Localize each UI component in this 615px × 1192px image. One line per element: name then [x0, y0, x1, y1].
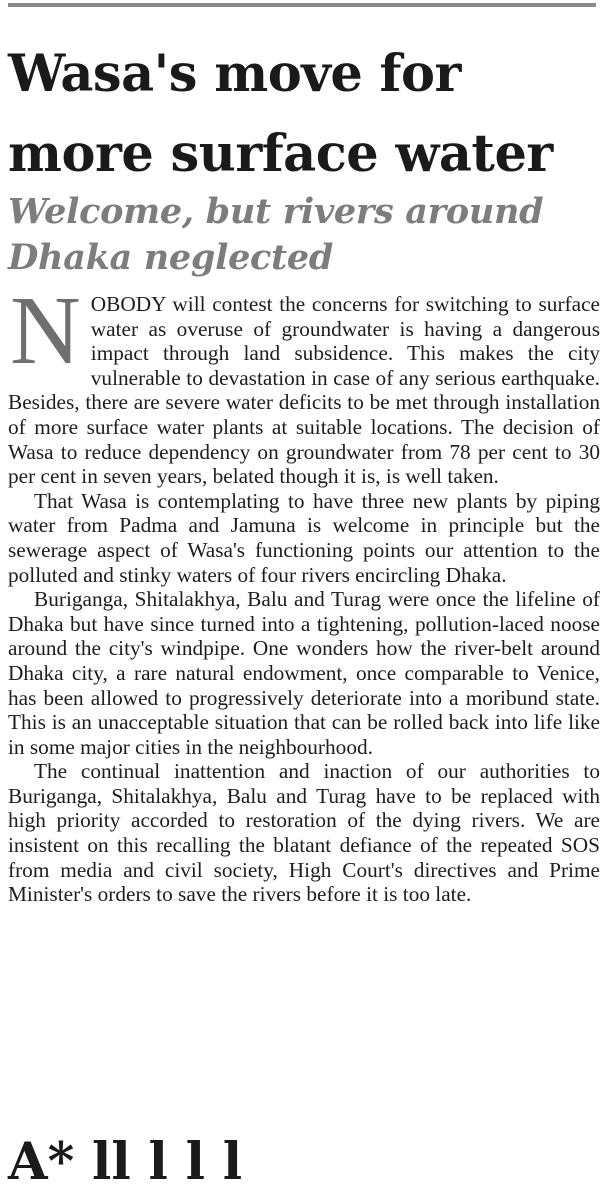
headline: Wasa's move for more surface water [8, 44, 553, 184]
subheadline: Welcome, but rivers around Dhaka neglected [8, 191, 544, 278]
next-article-headline: A* ll l l l [8, 1132, 243, 1192]
drop-cap: N [10, 277, 81, 385]
body-paragraph-2: That Wasa is contemplating to have three new plants by piping water from Padma and Jamuna is welcome in principle but the sewerage aspect of Wasa's functioning points our attention to the polluted and stinky waters of four rivers encircling Dhaka. [8, 488, 600, 587]
lead-paragraph-text: OBODY will contest the concerns for switching to surface water as overuse of groundwater is having a dangerous impact through land subsidence. This makes the city vulnerable to devastation in case of any serious earthquake. Besides, there are severe water deficits to be met through installation of more surface water plants at suitable locations. The decision of Wasa to reduce dependency on groundwater from 78 per cent to 30 per cent in seven years, belated though it is, is well taken. [8, 292, 600, 489]
body-paragraph-4: The continual inattention and inaction of our authorities to Buriganga, Shitalakhya, Balu and Turag have to be replaced with high priority accorded to restoration of the dying rivers. We are insistent on this recalling the blatant defiance of the repeated SOS from media and civil society, High Court's directives and Prime Minister's orders to save the rivers before it is too late. [8, 759, 600, 907]
top-rule [8, 3, 596, 7]
body-paragraph-3: Buriganga, Shitalakhya, Balu and Turag were once the lifeline of Dhaka but have since turned into a tightening, pollution-laced noose around the city's windpipe. One wonders how the river-belt around Dhaka city, a rare natural endowment, once comparable to Venice, has been allowed to progressively deteriorate into a moribund state. This is an unacceptable situation that can be rolled back into life like in some major cities in the neighbourhood. [8, 587, 600, 759]
lead-paragraph [8, 277, 600, 489]
article-body [8, 277, 600, 907]
